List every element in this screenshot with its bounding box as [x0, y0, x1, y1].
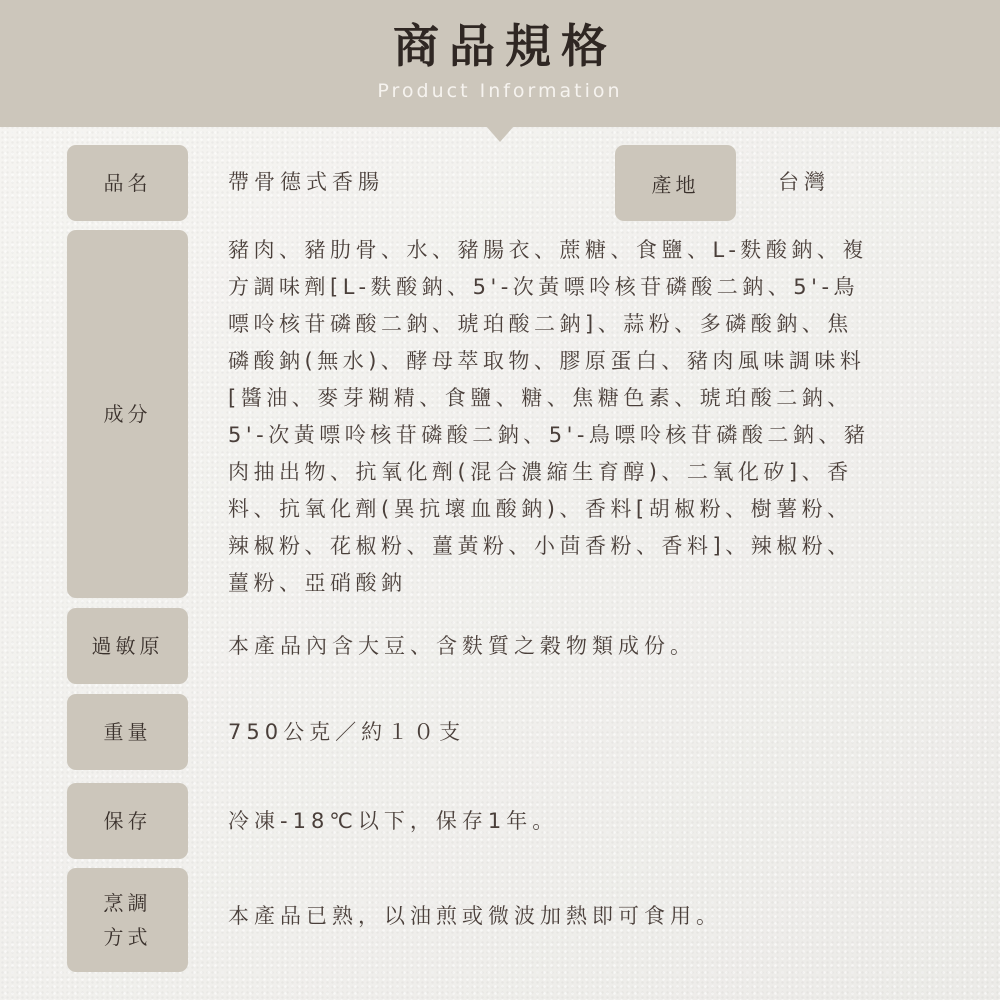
ingredients-line: 5'-次黃嘌呤核苷磷酸二鈉、5'-鳥嘌呤核苷磷酸二鈉、豬	[228, 423, 870, 447]
ingredients-line: 辣椒粉、花椒粉、薑黃粉、小茴香粉、香料]、辣椒粉、	[228, 534, 853, 558]
page-subtitle: Product Information	[377, 80, 623, 102]
ingredients-line: 肉抽出物、抗氧化劑(混合濃縮生育醇)、二氧化矽]、香	[228, 460, 853, 484]
header-banner	[0, 0, 1000, 127]
allergen-label: 過敏原	[67, 608, 188, 684]
ingredients-text	[228, 232, 928, 602]
ingredients-line: 豬肉、豬肋骨、水、豬腸衣、蔗糖、食鹽、L-麩酸鈉、複	[228, 238, 868, 262]
ingredients-line: 磷酸鈉(無水)、酵母萃取物、膠原蛋白、豬肉風味調味料	[228, 349, 866, 373]
page-title: 商品規格	[393, 19, 617, 73]
name-label: 品名	[67, 145, 188, 221]
cooking-value: 本產品已熟，以油煎或微波加熱即可食用。	[228, 904, 722, 928]
storage-value: 冷凍-18℃以下，保存1年。	[228, 809, 559, 833]
ingredients-line: [醬油、麥芽糊精、食鹽、糖、焦糖色素、琥珀酸二鈉、	[228, 386, 853, 410]
origin-label: 產地	[615, 145, 736, 221]
header-pointer	[486, 126, 514, 142]
allergen-value: 本產品內含大豆、含麩質之穀物類成份。	[228, 634, 696, 658]
ingredients-line: 料、抗氧化劑(異抗壞血酸鈉)、香料[胡椒粉、樹薯粉、	[228, 497, 853, 521]
weight-label: 重量	[67, 694, 188, 770]
ingredients-line: 薑粉、亞硝酸鈉	[228, 571, 407, 595]
ingredients-label: 成分	[67, 230, 188, 598]
storage-label: 保存	[67, 783, 188, 859]
origin-value: 台灣	[778, 170, 830, 194]
cooking-label-line2: 方式	[103, 925, 152, 949]
cooking-label-line1: 烹調	[103, 891, 152, 915]
name-value: 帶骨德式香腸	[228, 170, 384, 194]
weight-value: 750公克／約１０支	[228, 720, 466, 744]
ingredients-line: 嘌呤核苷磷酸二鈉、琥珀酸二鈉]、蒜粉、多磷酸鈉、焦	[228, 312, 853, 336]
ingredients-line: 方調味劑[L-麩酸鈉、5'-次黃嘌呤核苷磷酸二鈉、5'-鳥	[228, 275, 860, 299]
cooking-label	[67, 868, 188, 972]
